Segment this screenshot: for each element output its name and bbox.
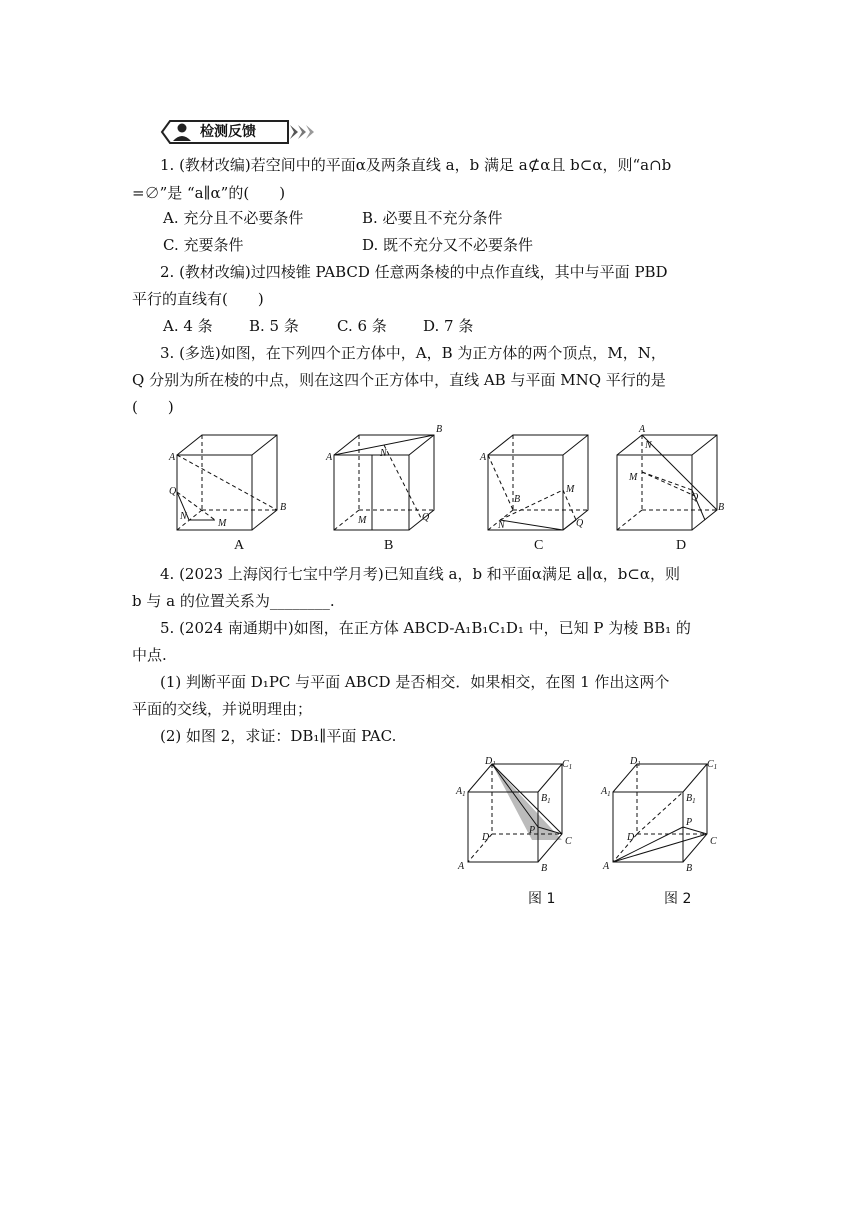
- q3-label-b: B: [384, 538, 394, 553]
- section-title: 检测反馈: [200, 124, 256, 140]
- svg-text:B1: $B_1$: [686, 793, 696, 805]
- q2-stem-line1: 2. (教材改编)过四棱锥 PABCD 任意两条棱的中点作直线，其中与平面 PBD: [160, 263, 668, 281]
- vertex-a-label: A: [169, 452, 176, 463]
- person-icon: [178, 124, 187, 133]
- svg-text:M: M: [358, 515, 367, 526]
- q5-figure-1: [452, 752, 587, 877]
- q5-caption-2: 图 2: [664, 891, 692, 907]
- svg-text:A: A: [603, 861, 610, 872]
- q5-figure-2: [597, 752, 732, 877]
- vertex-n-label: N: [180, 511, 187, 522]
- svg-text:B1: $B_1$: [541, 793, 551, 805]
- q3-stem-line2: Q 分别为所在棱的中点，则在这四个正方体中，直线 AB 与平面 MNQ 平行的是: [132, 371, 666, 389]
- svg-text:D1: $D_1$: [630, 756, 641, 768]
- svg-text:M: M: [629, 472, 638, 483]
- svg-text:A: A: [639, 424, 646, 435]
- svg-text:N: N: [380, 448, 387, 459]
- q5-part1-line2: 平面的交线，并说明理由；: [132, 700, 313, 718]
- q1-stem-line2: =∅”是 “a∥α”的( ): [132, 184, 286, 202]
- svg-text:B: B: [541, 863, 548, 874]
- svg-text:A: A: [326, 452, 333, 463]
- svg-text:P: P: [529, 825, 536, 836]
- svg-text:A1: $A_1$: [601, 786, 611, 798]
- svg-text:N: N: [498, 520, 505, 531]
- svg-text:B: B: [514, 494, 521, 505]
- svg-text:C1: $C_1$: [707, 759, 718, 771]
- q3-figure-b: [322, 420, 462, 535]
- svg-text:C: C: [565, 836, 572, 847]
- svg-text:B: B: [718, 502, 725, 513]
- q2-option-d: D. 7 条: [423, 317, 474, 335]
- svg-text:C: C: [710, 836, 717, 847]
- vertex-q-label: Q: [169, 486, 177, 497]
- q1-option-d: D. 既不充分又不必要条件: [362, 236, 534, 254]
- q1-option-b: B. 必要且不充分条件: [362, 209, 503, 227]
- q3-figure-a: [165, 420, 305, 535]
- svg-text:D: D: [482, 832, 490, 843]
- svg-text:A: A: [480, 452, 487, 463]
- q3-label-d: D: [676, 538, 687, 553]
- q2-option-c: C. 6 条: [337, 317, 387, 335]
- q5-stem-line1: 5. (2024 南通期中)如图，在正方体 ABCD-A₁B₁C₁D₁ 中，已知 P 为棱 BB₁ 的: [160, 619, 691, 637]
- vertex-d1-label: $D_1$: [485, 756, 496, 768]
- svg-text:Q: Q: [691, 492, 699, 503]
- q4-stem-line2: b 与 a 的位置关系为________.: [132, 592, 335, 610]
- q5-part1-line1: (1) 判断平面 D₁PC 与平面 ABCD 是否相交．如果相交，在图 1 作出这两个: [160, 673, 670, 691]
- q2-stem-line2: 平行的直线有( ): [132, 290, 264, 308]
- vertex-b-label: B: [280, 502, 287, 513]
- q3-stem-line3: ( ): [132, 398, 174, 416]
- q3-label-c: C: [534, 538, 544, 553]
- svg-text:B: B: [686, 863, 693, 874]
- svg-text:C1: $C_1$: [562, 759, 573, 771]
- q4-stem-line1: 4. (2023 上海闵行七宝中学月考)已知直线 a，b 和平面α满足 a∥α，b⊂α，则: [160, 565, 681, 583]
- q5-stem-line2: 中点.: [132, 646, 167, 664]
- svg-text:D: D: [627, 832, 635, 843]
- q3-stem-line1: 3. (多选)如图，在下列四个正方体中，A，B 为正方体的两个顶点，M，N，: [160, 344, 666, 362]
- vertex-m-label: M: [218, 518, 227, 529]
- q5-part2: (2) 如图 2，求证：DB₁∥平面 PAC.: [160, 727, 397, 745]
- svg-text:A: A: [458, 861, 465, 872]
- q3-figure-d: [605, 420, 745, 535]
- svg-text:Q: Q: [422, 512, 430, 523]
- svg-text:B: B: [436, 424, 443, 435]
- q2-option-b: B. 5 条: [249, 317, 299, 335]
- svg-text:P: P: [686, 817, 693, 828]
- q1-option-a: A. 充分且不必要条件: [163, 209, 304, 227]
- q1-stem-line1: 1. (教材改编)若空间中的平面α及两条直线 a，b 满足 a⊄α且 b⊂α，则“a∩b: [160, 156, 672, 174]
- q5-caption-1: 图 1: [528, 891, 556, 907]
- q2-option-a: A. 4 条: [163, 317, 213, 335]
- svg-text:A1: $A_1$: [456, 786, 466, 798]
- svg-text:Q: Q: [576, 518, 584, 529]
- q1-option-c: C. 充要条件: [163, 236, 244, 254]
- q3-label-a: A: [234, 538, 245, 553]
- svg-text:M: M: [566, 484, 575, 495]
- q3-figure-c: [476, 420, 616, 535]
- svg-text:N: N: [645, 440, 652, 451]
